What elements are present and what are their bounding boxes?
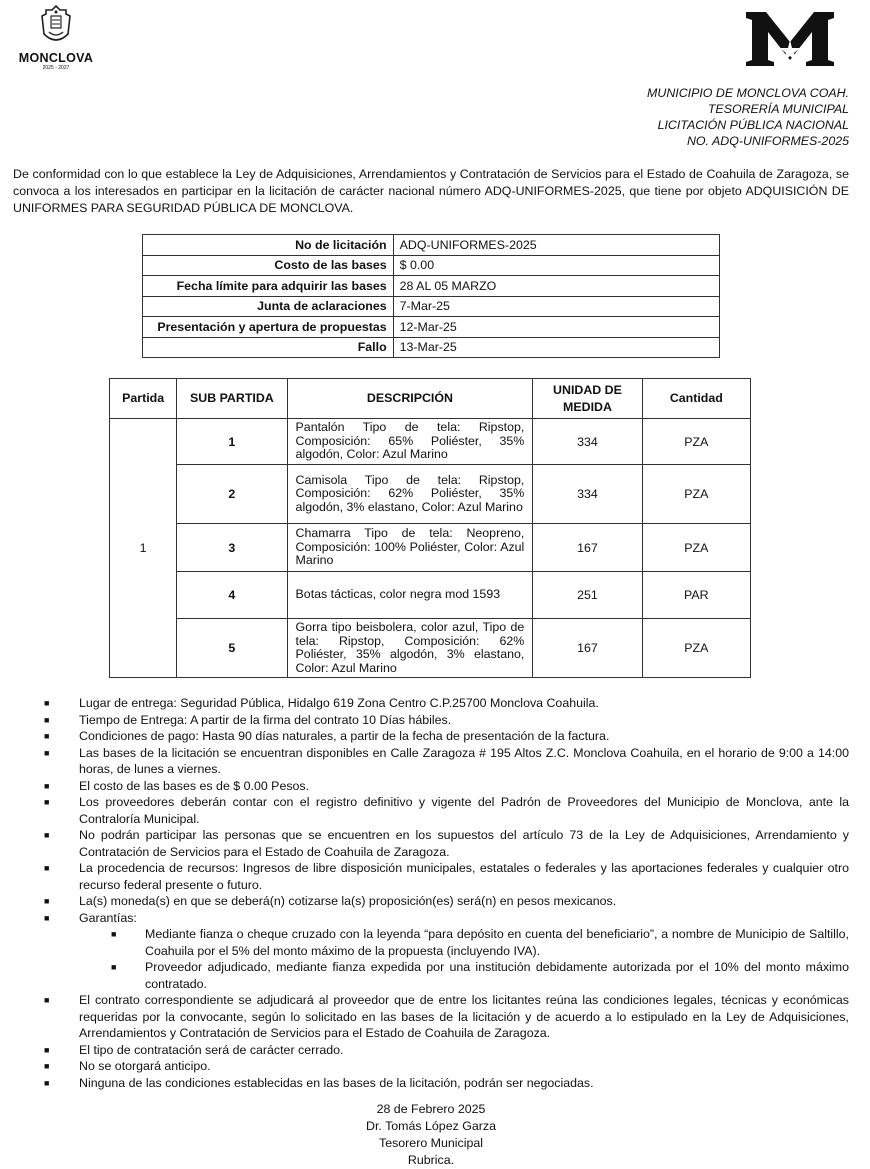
description-cell: Chamarra Tipo de tela: Neopreno, Composición: 100% Poliéster, Color: Azul Marino (287, 524, 533, 572)
list-item-text: No se otorgará anticipo. (79, 1059, 211, 1073)
list-item (44, 910, 849, 927)
list-item-text: Garantías: (79, 910, 137, 925)
table-row (110, 619, 751, 678)
table-row (110, 524, 751, 572)
list-item (44, 695, 849, 712)
list-item-text: El costo de las bases es de $ 0.00 Pesos. (79, 778, 310, 793)
header-line: MUNICIPIO DE MONCLOVA COAH. (647, 86, 849, 100)
bullet-icon: ■ (44, 698, 50, 708)
list-item (44, 745, 849, 778)
quantity-cell: 251 (533, 572, 642, 619)
list-item-text: La(s) moneda(s) en que se deberá(n) cotizarse la(s) proposición(es) será(n) en pesos mexicanos. (79, 894, 617, 908)
list-item-text: Las bases de la licitación se encuentran disponibles en Calle Zaragoza # 195 Altos Z.C. Monclova Coahuila, en el horario de 9:00 a 14:00 horas, de lunes a viernes. (79, 745, 849, 776)
column-header: SUB PARTIDA (177, 379, 287, 419)
sub-partida-cell: 3 (177, 524, 287, 572)
list-item (44, 1075, 849, 1092)
unit-cell: PZA (642, 419, 750, 465)
list-item (44, 712, 849, 729)
m-star-logo (744, 8, 836, 68)
sub-partida-cell: 4 (177, 572, 287, 619)
bullet-icon: ■ (44, 830, 50, 840)
description-cell: Camisola Tipo de tela: Ripstop, Composición: 62% Poliéster, 35% algodón, 3% elastano, Color: Azul Marino (287, 465, 533, 524)
list-item (44, 992, 849, 1042)
table-row (110, 419, 751, 465)
header-line: NO. ADQ-UNIFORMES-2025 (686, 134, 849, 148)
bullet-icon: ■ (44, 1044, 50, 1055)
unit-cell: PZA (642, 619, 750, 678)
signer-title: Tesorero Municipal (379, 1136, 483, 1150)
unit-cell: PZA (642, 524, 750, 572)
bullet-icon: ■ (44, 797, 50, 807)
info-value: $ 0.00 (393, 255, 719, 276)
list-item (44, 1058, 849, 1075)
info-label: Fecha límite para adquirir las bases (143, 276, 394, 297)
sub-partida-cell: 5 (177, 619, 287, 678)
m-star-icon (744, 8, 836, 68)
info-value: 28 AL 05 MARZO (393, 276, 719, 297)
list-item (44, 728, 849, 745)
bullet-icon: ■ (44, 747, 50, 758)
list-item-text: Los proveedores deberán contar con el registro definitivo y vigente del Padrón de Proveedores del Municipio de Monclova, ante la Contraloría Municipal. (79, 795, 849, 826)
logo-years: 2025 ◦ 2027 (42, 65, 70, 71)
table-row (143, 276, 720, 297)
list-item (44, 860, 849, 893)
monclova-logo (12, 4, 100, 70)
intro-paragraph: De conformidad con lo que establece la Ley de Adquisiciones, Arrendamientos y Contratación de Servicios para el Estado de Coahuila de Zaragoza, se convoca a los interesados en participar en la licitación de carácter nacional número ADQ-UNIFORMES-2025, que tiene por objeto ADQUISICIÓN DE UNIFORMES PARA SEGURIDAD PÚBLICA DE MONCLOVA. (13, 167, 849, 215)
bullet-icon: ■ (44, 780, 50, 791)
sub-list-item (111, 959, 849, 992)
column-header: Partida (110, 379, 177, 419)
list-item-text: La procedencia de recursos: Ingresos de libre disposición municipales, estatales o federales y las aportaciones federales y cualquier otro recurso federal presente o futuro. (79, 861, 849, 892)
table-row (143, 296, 720, 317)
info-value: 7-Mar-25 (393, 296, 719, 317)
partida-cell: 1 (110, 419, 177, 678)
unit-cell: PZA (642, 465, 750, 524)
description-cell: Gorra tipo beisbolera, color azul, Tipo de tela: Ripstop, Composición: 62% Poliéster, 35% algodón, 3% elastano, Color: Azul Marino (287, 619, 533, 678)
column-header: DESCRIPCIÓN (287, 379, 533, 419)
list-item-text: Ninguna de las condiciones establecidas en las bases de la licitación, podrán ser negociadas. (79, 1075, 594, 1090)
list-item-text: Tiempo de Entrega: A partir de la firma del contrato 10 Días hábiles. (79, 712, 452, 727)
conditions-list (44, 695, 849, 1091)
signer-name: Dr. Tomás López Garza (366, 1119, 496, 1133)
bullet-icon: ■ (44, 995, 50, 1005)
description-cell: Botas tácticas, color negra mod 1593 (287, 572, 533, 619)
info-label: No de licitación (143, 235, 394, 256)
bullet-icon: ■ (44, 731, 50, 741)
list-item-text: El contrato correspondiente se adjudicará al proveedor que de entre los licitantes reúna las condiciones legales, técnicas y económicas requeridas por la convocante, según lo solicitado en las bases de la licitación y de acuerdo a lo estipulado en la Ley de Adquisiciones, Arrendamientos y Contratación de Servicios para el Estado de Coahuila de Zaragoza. (79, 993, 849, 1040)
info-label: Junta de aclaraciones (143, 296, 394, 317)
unit-cell: PAR (642, 572, 750, 619)
list-item-text: El tipo de contratación será de carácter cerrado. (79, 1042, 344, 1057)
table-row (110, 572, 751, 619)
list-item-text: Proveedor adjudicado, mediante fianza expedida por una institución debidamente autorizada por el 10% del monto máximo contratado. (145, 960, 849, 991)
info-value: 13-Mar-25 (393, 337, 719, 358)
header-line: TESORERÍA MUNICIPAL (707, 102, 849, 116)
info-value: ADQ-UNIFORMES-2025 (393, 235, 719, 256)
table-row (143, 337, 720, 358)
bullet-icon: ■ (44, 863, 50, 873)
bullet-icon: ■ (44, 896, 50, 906)
document-header (449, 85, 849, 149)
sub-partida-cell: 1 (177, 419, 287, 465)
bidding-info-table (142, 234, 720, 358)
list-item (44, 1042, 849, 1059)
list-item-text: Lugar de entrega: Seguridad Pública, Hidalgo 619 Zona Centro C.P.25700 Monclova Coahuila. (79, 696, 599, 710)
list-item-text: Condiciones de pago: Hasta 90 días naturales, a partir de la fecha de presentación de la factura. (79, 729, 610, 743)
description-cell: Pantalón Tipo de tela: Ripstop, Composición: 65% Poliéster, 35% algodón, Color: Azul Marino (287, 419, 533, 465)
bullet-icon: ■ (44, 912, 50, 923)
list-item (44, 778, 849, 795)
signature-note: Rubrica. (407, 1153, 455, 1167)
bullet-icon: ■ (111, 962, 117, 972)
quantity-cell: 334 (533, 419, 642, 465)
column-header: Cantidad (642, 379, 750, 419)
table-row (143, 255, 720, 276)
sub-list-item (111, 926, 849, 959)
list-item (44, 827, 849, 860)
info-value: 12-Mar-25 (393, 317, 719, 338)
bullet-icon: ■ (111, 929, 117, 939)
list-item-text: Mediante fianza o cheque cruzado con la leyenda “para depósito en cuenta del beneficiario”, a nombre de Municipio de Saltillo, Coahuila por el 5% del monto máximo de la propuesta (incluyendo IVA). (145, 927, 849, 958)
list-item (44, 794, 849, 827)
signature-block (330, 1101, 532, 1169)
quantity-cell: 167 (533, 619, 642, 678)
sub-partida-cell: 2 (177, 465, 287, 524)
list-item-text: No podrán participar las personas que se encuentren en los supuestos del artículo 73 de la Ley de Adquisiciones, Arrendamiento y Contratación de Servicios para el Estado de Coahuila de Zaragoza. (79, 828, 849, 859)
table-header-row (110, 379, 751, 419)
municipal-seal-icon (39, 4, 73, 46)
info-label: Fallo (143, 337, 394, 358)
items-table (109, 378, 751, 678)
bullet-icon: ■ (44, 1077, 50, 1088)
signature-date: 28 de Febrero 2025 (376, 1102, 486, 1116)
list-item (44, 893, 849, 910)
table-row (110, 465, 751, 524)
header-line: LICITACIÓN PÚBLICA NACIONAL (657, 118, 849, 132)
table-row (143, 235, 720, 256)
quantity-cell: 167 (533, 524, 642, 572)
logo-name: MONCLOVA (18, 51, 94, 65)
bullet-icon: ■ (44, 1061, 50, 1071)
quantity-cell: 334 (533, 465, 642, 524)
info-label: Costo de las bases (143, 255, 394, 276)
table-row (143, 317, 720, 338)
bullet-icon: ■ (44, 714, 50, 725)
column-header: UNIDAD DE MEDIDA (533, 379, 642, 419)
info-label: Presentación y apertura de propuestas (143, 317, 394, 338)
